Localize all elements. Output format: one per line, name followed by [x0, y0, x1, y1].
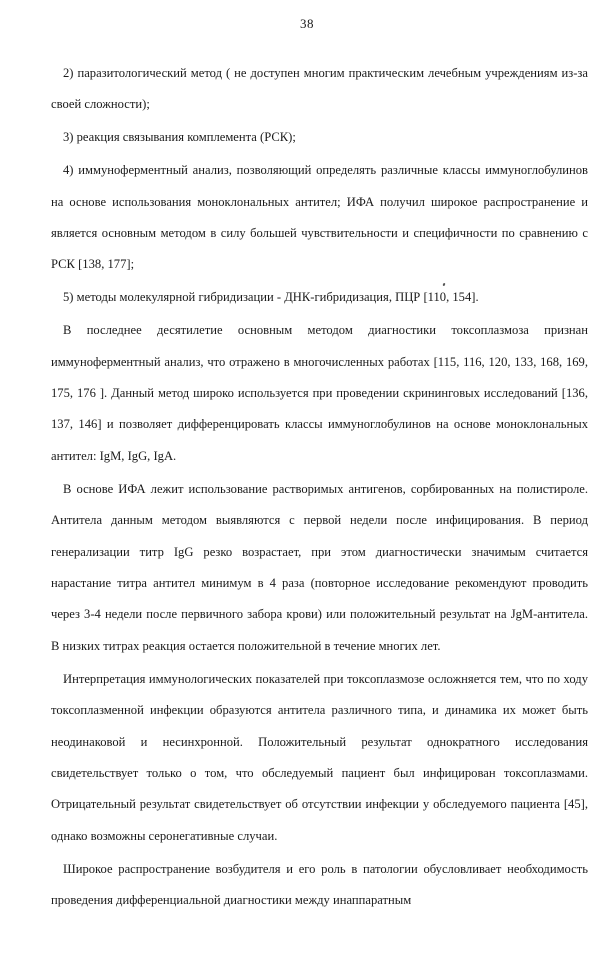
paragraph-differential-diagnosis: Широкое распространение возбудителя и его роль в патологии обусловливает необходимость проведения дифференциальной диагностики между инаппаратным: [51, 861, 588, 908]
paragraph-parasitological-method: 2) паразитологический метод ( не доступен многим практическим лечебным учреждениям из-за своей сложности);: [51, 66, 588, 112]
paragraph-interpretation: Интерпретация иммунологических показателей при токсоплазмозе осложняется тем, что по ходу токсоплазменной инфекции образуются антитела различного типа, и динамика их может быть неодинаковой и несинхронной. Положительный результат однократного исследования свидетельствует только о том, что обследуемый пациент был инфицирован токсоплазмами. Отрицательный результат свидетельствует об отсутствии инфекции у обследуемого пациента [45], однако возможны серонегативные случаи.: [51, 671, 588, 843]
page-number: 38: [300, 16, 314, 31]
body-text: [51, 58, 588, 918]
paragraph-ifa-basis: В основе ИФА лежит использование растворимых антигенов, сорбированных на полистироле. Антитела данным методом выявляются с первой недели после инфицирования. В период генерализации титр IgG резко возрастает, при этом диагностически значимым считается нарастание титра антител минимум в 4 раза (повторное исследование рекомендуют проводить через 3-4 недели после первичного забора крови) или положительный результат на JgM-антитела. В низких титрах реакция остается положительной в течение многих лет.: [51, 481, 588, 653]
paragraph-molecular-hybridization: 5) методы молекулярной гибридизации - ДНК-гибридизация, ПЦР [110, 154].: [63, 290, 479, 305]
paragraph-last-decade: В последнее десятилетие основным методом диагностики токсоплазмоза признан иммуноферментный анализ, что отражено в многочисленных работах [115, 116, 120, 133, 168, 169, 175, 176 ]. Данный метод широко используется при проведении скрининговых исследований [136, 137, 146] и позволяет дифференцировать классы иммуноглобулинов на основе моноклональных антител: IgM, IgG, IgA.: [51, 323, 588, 463]
paragraph-complement-fixation: 3) реакция связывания комплемента (РСК);: [63, 130, 296, 145]
paragraph-immunoenzyme-analysis: 4) иммуноферментный анализ, позволяющий определять различные классы иммуноглобулинов на основе использования моноклональных антител; ИФА получил широкое распространение и является основным методом в силу большей чувствительности и специфичности по сравнению с РСК [138, 177];: [51, 163, 588, 272]
